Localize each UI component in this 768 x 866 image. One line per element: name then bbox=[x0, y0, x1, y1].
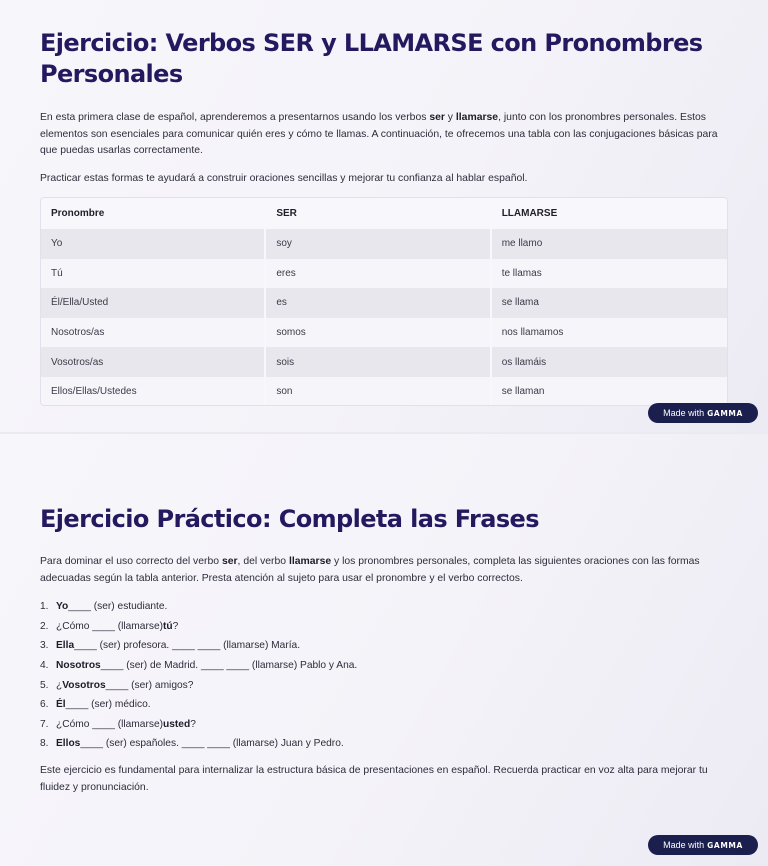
made-with-gamma-badge[interactable] bbox=[648, 835, 758, 855]
slide-2 bbox=[0, 434, 768, 866]
list-item: 1. Yo ____ (ser) estudiante. bbox=[40, 601, 168, 613]
table-cell: Tú bbox=[41, 259, 266, 289]
page-title: Ejercicio: Verbos SER y LLAMARSE con Pronombres Personales bbox=[40, 29, 703, 88]
list-item: 8. Ellos ____ (ser) españoles. ____ ____ (llamarse) Juan y Pedro. bbox=[40, 738, 344, 750]
table-cell: eres bbox=[266, 259, 491, 289]
badge-prefix: Made with bbox=[663, 408, 705, 418]
practice-paragraph: Practicar estas formas te ayudará a construir oraciones sencillas y mejorar tu confianza al hablar español. bbox=[40, 173, 528, 184]
table-cell: se llaman bbox=[501, 386, 545, 398]
closing-paragraph: Este ejercicio es fundamental para internalizar la estructura básica de presentaciones en español. Recuerda practicar en voz alta para mejorar tu fluidez y pronunciación. bbox=[40, 765, 708, 793]
table-cell: Yo bbox=[41, 229, 266, 259]
table-row bbox=[41, 229, 727, 259]
table-row bbox=[41, 377, 727, 406]
table-cell: me llamo bbox=[501, 238, 543, 250]
table-header-cell: LLAMARSE bbox=[501, 208, 558, 219]
table-header-cell: SER bbox=[266, 198, 491, 229]
badge-prefix: Made with bbox=[663, 840, 705, 850]
table-cell: Él/Ella/Usted bbox=[41, 288, 266, 318]
list-item: 5. ¿ Vosotros ____ (ser) amigos? bbox=[40, 679, 194, 691]
made-with-gamma-badge[interactable] bbox=[648, 403, 758, 423]
table-row bbox=[41, 259, 727, 289]
list-item: 4. Nosotros ____ (ser) de Madrid. ____ ____ (llamarse) Pablo y Ana. bbox=[40, 660, 358, 672]
intro-paragraph: Para dominar el uso correcto del verbo ser, del verbo llamarse y los pronombres personales, completa las siguientes oraciones con las formas adecuadas según la tabla anterior. Presta atención al sujeto para usar el pronombre y el verbo correctos. bbox=[40, 556, 700, 584]
intro-paragraph: En esta primera clase de español, aprenderemos a presentarnos usando los verbos ser y llamarse, junto con los pronombres personales. Estos elementos son esenciales para comunicar quién eres y cómo te llamas. A continuación, te ofrecemos una tabla con las conjugaciones básicas para que puedas usarlas correctamente. bbox=[40, 112, 718, 156]
exercise-list bbox=[40, 597, 728, 754]
table-cell: sois bbox=[266, 347, 491, 377]
table-cell: es bbox=[266, 288, 491, 318]
list-item: 2. ¿Cómo ____ (llamarse) tú ? bbox=[40, 620, 179, 632]
table-cell: os llamáis bbox=[501, 356, 547, 368]
table-cell: Nosotros/as bbox=[41, 318, 266, 348]
table-cell: soy bbox=[266, 229, 491, 259]
table-cell: Ellos/Ellas/Ustedes bbox=[41, 377, 266, 406]
table-cell: se llama bbox=[501, 297, 539, 309]
table-row bbox=[41, 347, 727, 377]
page-title: Ejercicio Práctico: Completa las Frases bbox=[40, 505, 539, 533]
table-row bbox=[41, 318, 727, 348]
list-item: 7. ¿Cómo ____ (llamarse) usted ? bbox=[40, 718, 196, 730]
conjugation-table bbox=[40, 197, 728, 406]
table-cell: te llamas bbox=[501, 267, 542, 279]
table-header-row bbox=[41, 198, 727, 229]
list-item: 3. Ella ____ (ser) profesora. ____ ____ (llamarse) María. bbox=[40, 640, 301, 652]
table-row bbox=[41, 288, 727, 318]
table-cell: Vosotros/as bbox=[41, 347, 266, 377]
table-header-cell: Pronombre bbox=[41, 198, 266, 229]
list-item: 6. Él ____ (ser) médico. bbox=[40, 699, 151, 711]
table-cell: somos bbox=[266, 318, 491, 348]
slide-1 bbox=[0, 0, 768, 432]
table-cell: son bbox=[266, 377, 491, 406]
table-cell: nos llamamos bbox=[501, 327, 564, 339]
gamma-logo: GAMMA bbox=[707, 840, 743, 850]
gamma-logo: GAMMA bbox=[707, 408, 743, 418]
